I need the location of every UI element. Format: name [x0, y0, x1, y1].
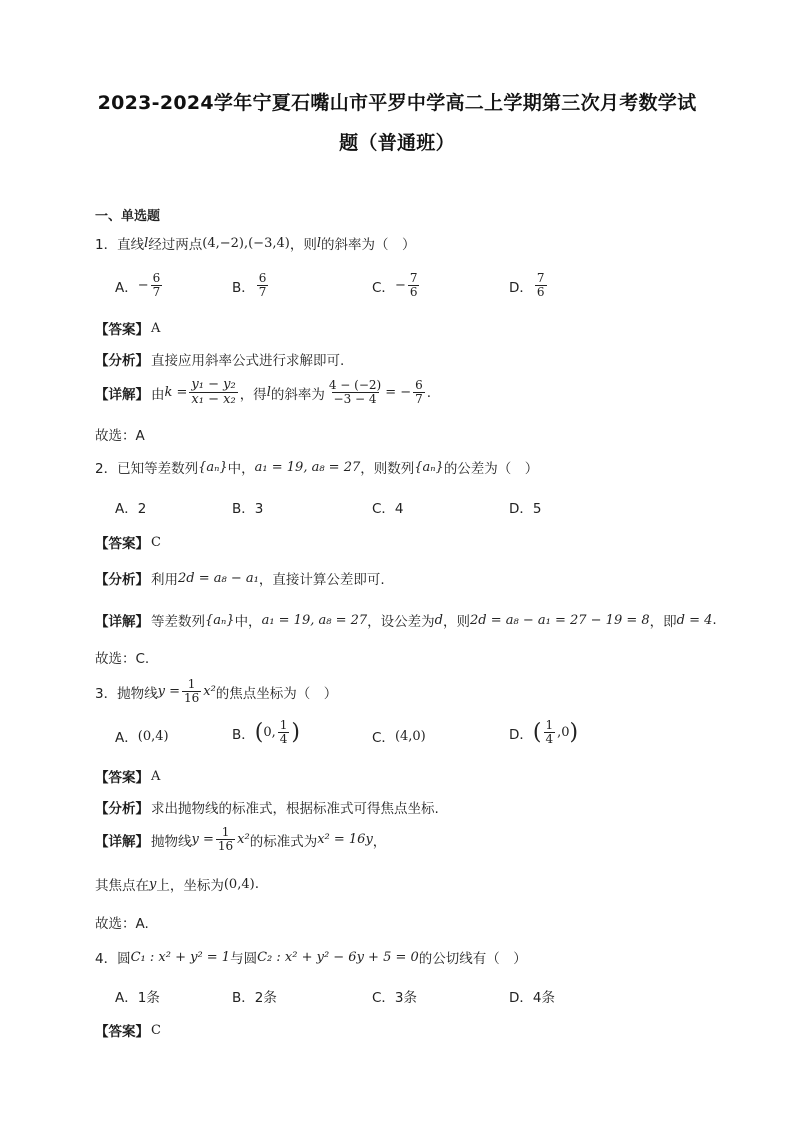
q4-option-c: C．3条	[372, 990, 418, 1006]
fraction: $\frac{4 - (-2)}{-3 - 4}$	[328, 378, 382, 407]
fraction: $\frac{1}{16}$	[217, 825, 234, 854]
fraction: $\frac{1}{4}$	[279, 718, 288, 747]
q1-analysis: 【分析】 直接应用斜率公式进行求解即可.	[95, 353, 345, 369]
q3-detail-line2: 其焦点在 y 上，坐标为 (0,4) .	[95, 876, 259, 894]
fraction: $\frac{6}{7}$	[415, 378, 423, 407]
q3-stem: 3．抛物线 y = $\frac{1}{16}$ x² 的焦点坐标为（ ）	[95, 677, 338, 706]
q4-answer: 【答案】 C	[95, 1022, 161, 1040]
q3-option-b: B． ( 0, $\frac{1}{4}$ )	[232, 718, 300, 747]
q2-stem: 2．已知等差数列 {aₙ} 中， a₁ = 19, a₈ = 27 ，则数列 {aₙ} 的公差为（ ）	[95, 459, 539, 477]
q3-option-d: D． ( $\frac{1}{4}$ ,0 )	[509, 718, 579, 747]
fraction: $\frac{1}{4}$	[545, 718, 554, 747]
page-title-line2: 题（普通班）	[339, 132, 455, 154]
q1-option-b: B． $\frac{6}{7}$	[232, 271, 267, 300]
fraction: $\frac{1}{16}$	[183, 677, 200, 706]
q3-conclusion: 故选：A.	[95, 916, 149, 932]
q1-option-c: C． − $\frac{7}{6}$	[372, 271, 418, 300]
q2-option-d: D．5	[509, 501, 542, 517]
fraction: $\frac{7}{6}$	[409, 271, 418, 300]
q3-answer: 【答案】 A	[95, 768, 161, 786]
q3-option-a: A． (0,4)	[115, 728, 169, 746]
q1-option-a: A． − $\frac{6}{7}$	[115, 271, 161, 300]
q2-option-b: B．3	[232, 501, 264, 517]
q1-answer: 【答案】 A	[95, 320, 161, 338]
q4-option-b: B．2条	[232, 990, 277, 1006]
fraction: $\frac{6}{7}$	[152, 271, 161, 300]
q2-option-a: A．2	[115, 501, 147, 517]
fraction: $\frac{7}{6}$	[536, 271, 545, 300]
q1-conclusion: 故选：A	[95, 428, 145, 444]
q2-detail: 【详解】 等差数列 {aₙ} 中， a₁ = 19, a₈ = 27 ，设公差为 d ，则 2d = a₈ − a₁ = 27 − 19 = 8 ，即 d = 4 .	[95, 612, 717, 630]
q2-analysis: 【分析】 利用 2d = a₈ − a₁ ，直接计算公差即可.	[95, 570, 385, 588]
q4-option-d: D．4条	[509, 990, 555, 1006]
q4-stem: 4．圆 C₁ : x² + y² = 1 与圆 C₂ : x² + y² − 6y + 5 = 0 的公切线有（ ）	[95, 949, 527, 967]
q3-detail: 【详解】 抛物线 y = $\frac{1}{16}$ x² 的标准式为 x² = 16y ，	[95, 825, 387, 854]
page-title-line1: 2023-2024学年宁夏石嘴山市平罗中学高二上学期第三次月考数学试	[97, 92, 697, 114]
section-heading: 一、单选题	[95, 209, 161, 224]
q1-stem: 1．直线 l 经过两点 (4,−2),(−3,4) ，则 l 的斜率为（ ）	[95, 235, 416, 253]
fraction: $\frac{6}{7}$	[258, 271, 267, 300]
q3-option-c: C． (4,0)	[372, 728, 426, 746]
q2-conclusion: 故选：C.	[95, 651, 150, 667]
q2-answer: 【答案】 C	[95, 534, 161, 552]
q2-option-c: C．4	[372, 501, 404, 517]
q4-option-a: A．1条	[115, 990, 160, 1006]
fraction: $\frac{\text{y₁ − y₂}}{\text{x₁ − x₂}}$	[191, 377, 236, 408]
q3-analysis: 【分析】 求出抛物线的标准式，根据标准式可得焦点坐标.	[95, 801, 439, 817]
q1-detail: 【详解】 由 k = $\frac{\text{y₁ − y₂}}{\text{x₁ − x₂}}$ ，得 l 的斜率为 $\frac{4 - (-2)}{-3 - 4}$ = − $\frac{6}{7}$ .	[95, 377, 432, 408]
q1-option-d: D． $\frac{7}{6}$	[509, 271, 545, 300]
